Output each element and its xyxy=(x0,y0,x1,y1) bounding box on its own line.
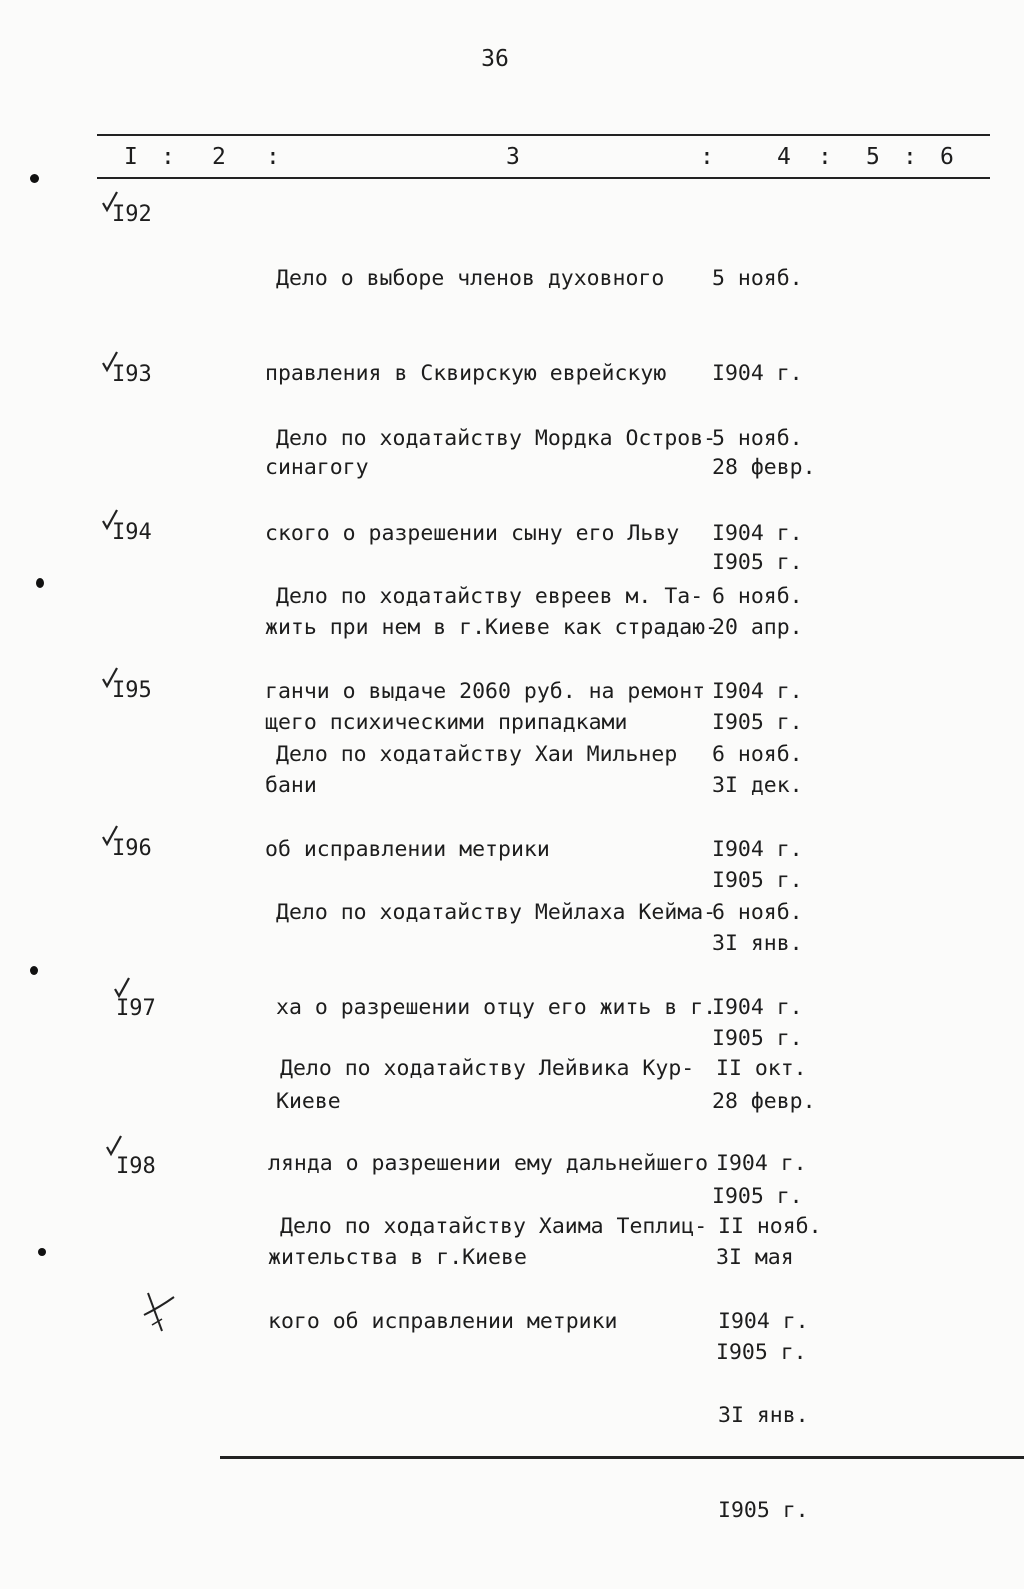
column-6-label: 6 xyxy=(940,144,954,170)
entry-number: I94 xyxy=(112,520,152,545)
entry-description: Дело о выборе членов духовного правления в Сквирскую еврейскую синагогу xyxy=(265,266,667,480)
entry-description: Дело по ходатайству Лейвика Кур- лянда о разрешении ему дальнейшего жительства в г.Киеве xyxy=(268,1056,709,1270)
handwritten-mark-icon xyxy=(140,1285,180,1335)
binding-hole-mark xyxy=(30,174,39,183)
entry-dates: 6 нояб. I904 г. 3I дек. I905 г. xyxy=(712,584,803,893)
entry-number: I98 xyxy=(116,1154,156,1179)
binding-hole-mark xyxy=(36,578,44,588)
entry-dates: 5 нояб. I904 г. 28 февр. I905 г. xyxy=(712,266,816,575)
table-top-rule xyxy=(97,134,990,136)
entry-description: Дело по ходатайству Хаи Мильнер об исправлении метрики xyxy=(265,742,678,862)
binding-hole-mark xyxy=(38,1248,46,1256)
entry-number: I93 xyxy=(112,362,152,387)
entry-description: Дело по ходатайству Хаима Теплиц- кого об исправлении метрики xyxy=(268,1214,708,1334)
entry-dates: 6 нояб. I904 г. 3I янв. I905 г. xyxy=(712,742,803,1051)
column-separator: : xyxy=(161,144,175,170)
column-2-label: 2 xyxy=(212,144,226,170)
table-header-rule xyxy=(97,177,990,179)
column-4-label: 4 xyxy=(777,144,791,170)
column-1-label: I xyxy=(124,144,138,170)
column-3-label: 3 xyxy=(506,144,520,170)
entry-dates: 5 нояб. I904 г. 20 апр. I905 г. xyxy=(712,426,803,735)
entry-number: I92 xyxy=(112,202,152,227)
column-separator: : xyxy=(903,144,917,170)
page-number: 36 xyxy=(481,46,509,72)
entry-description: Дело по ходатайству Мордка Остров- ского о разрешении сыну его Льву жить при нем в г.Киеве как страдаю- щего психическими припадками xyxy=(265,426,719,735)
column-separator: : xyxy=(818,144,832,170)
entry-number: I95 xyxy=(112,678,152,703)
entry-description: Дело по ходатайству Мейлаха Кейма- ха о разрешении отцу его жить в г. Киеве xyxy=(276,900,717,1114)
entry-dates: 6 нояб. I904 г. 28 февр. I905 г. xyxy=(712,900,816,1209)
entry-description: Дело по ходатайству евреев м. Та- ганчи о выдаче 2060 руб. на ремонт бани xyxy=(265,584,706,798)
entry-dates: II окт. I904 г. 3I мая I905 г. xyxy=(716,1056,807,1365)
column-separator: : xyxy=(266,144,280,170)
column-5-label: 5 xyxy=(866,144,880,170)
entry-number: I97 xyxy=(116,996,156,1021)
entry-dates: II нояб. I904 г. 3I янв. I905 г. xyxy=(718,1214,822,1523)
column-separator: : xyxy=(700,144,714,170)
binding-hole-mark xyxy=(30,966,38,975)
page-bottom-edge xyxy=(220,1456,1024,1459)
entry-number: I96 xyxy=(112,836,152,861)
